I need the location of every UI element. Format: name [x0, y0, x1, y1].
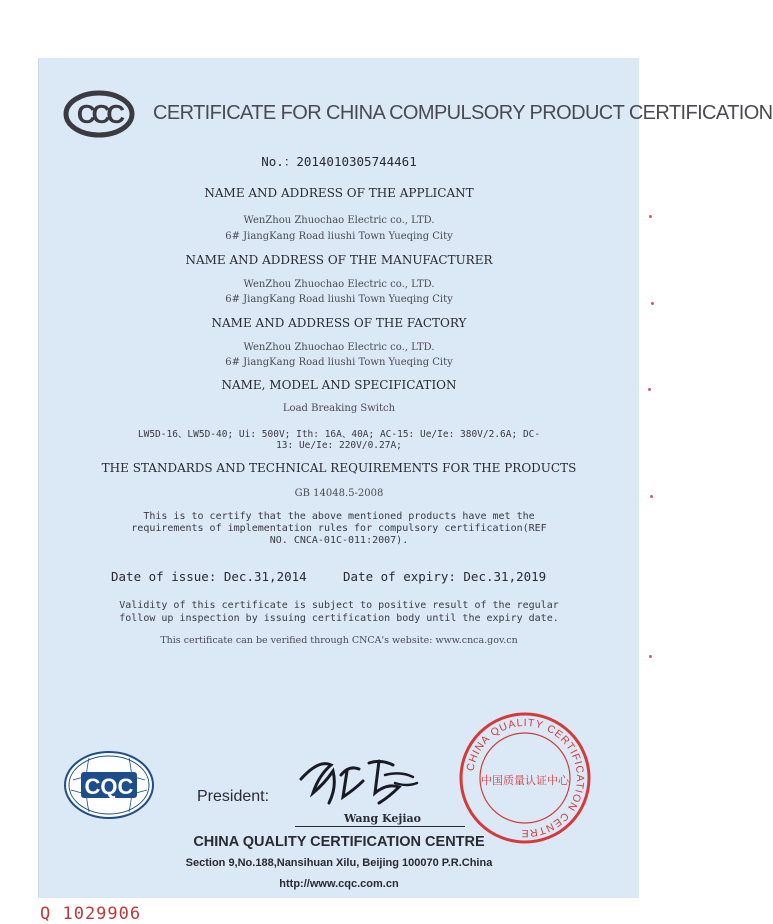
product-name: Load Breaking Switch [282, 403, 396, 414]
edge-mark [648, 388, 651, 391]
applicant-heading: NAME AND ADDRESS OF THE APPLICANT [204, 186, 474, 200]
date-of-expiry: Date of expiry: Dec.31,2019 [343, 569, 547, 584]
applicant-name: WenZhou Zhuochao Electric co., LTD. [243, 215, 435, 226]
statement-line1: This is to certify that the above mentioned products have met the [143, 511, 535, 522]
seal-inner-text: 中国质量认证中心 [481, 774, 569, 787]
statement-line2: requirements of implementation rules for compulsory certification(REF [131, 523, 547, 534]
cqc-logo-text: CQC [84, 774, 134, 799]
factory-heading: NAME AND ADDRESS OF THE FACTORY [211, 316, 467, 330]
manufacturer-name: WenZhou Zhuochao Electric co., LTD. [243, 279, 435, 290]
factory-address: 6# JiangKang Road liushi Town Yueqing City [225, 357, 453, 368]
edge-mark [649, 215, 652, 218]
footer-address: Section 9,No.188,Nansihuan Xilu, Beijing 100070 P.R.China [185, 857, 493, 869]
ccc-logo [63, 90, 135, 138]
date-of-issue: Date of issue: Dec.31,2014 [111, 569, 307, 584]
edge-mark [649, 655, 652, 658]
official-seal [457, 710, 593, 846]
certificate-number: No.：2014010305744461 [261, 154, 417, 169]
edge-mark [650, 495, 653, 498]
product-heading: NAME, MODEL AND SPECIFICATION [221, 378, 457, 392]
footer-website: http://www.cqc.com.cn [279, 878, 399, 890]
president-name: Wang Kejiao [344, 812, 421, 825]
standards-heading: THE STANDARDS AND TECHNICAL REQUIREMENTS FOR THE PRODUCTS [101, 461, 577, 475]
validity-line1: Validity of this certificate is subject to positive result of the regular [119, 600, 559, 611]
validity-line2: follow up inspection by issuing certification body until the expiry date. [119, 613, 559, 624]
president-label: President: [197, 788, 270, 805]
edge-mark [651, 302, 654, 305]
ccc-logo-text: CCC [76, 99, 122, 129]
certificate-title: CERTIFICATE FOR CHINA COMPULSORY PRODUCT CERTIFICATION [153, 102, 773, 124]
handwritten-signature [289, 753, 429, 813]
statement-line3: NO. CNCA-01C-011:2007). [269, 535, 409, 546]
applicant-address: 6# JiangKang Road liushi Town Yueqing City [225, 231, 453, 242]
cqc-logo [63, 750, 155, 820]
certificate-sheet [38, 58, 773, 898]
signature-line [295, 826, 465, 827]
product-spec-line2: 13: Ue/Ie: 220V/0.27A; [276, 440, 402, 451]
product-spec-line1: LW5D-16、LW5D-40; Ui: 500V; Ith: 16A、40A; AC-15: Ue/Ie: 380V/2.6A; DC- [137, 429, 541, 440]
manufacturer-address: 6# JiangKang Road liushi Town Yueqing City [225, 294, 453, 305]
manufacturer-heading: NAME AND ADDRESS OF THE MANUFACTURER [185, 253, 493, 267]
footer-organization: CHINA QUALITY CERTIFICATION CENTRE [193, 834, 485, 850]
standards-value: GB 14048.5-2008 [294, 488, 384, 499]
factory-name: WenZhou Zhuochao Electric co., LTD. [243, 342, 435, 353]
verification-note: This certificate can be verified through CNCA's website: www.cnca.gov.cn [160, 635, 518, 646]
serial-number: Q 1029906 [40, 904, 142, 924]
seal-arc-text: CHINA QUALITY CERTIFICATION CENTRE [464, 716, 587, 840]
